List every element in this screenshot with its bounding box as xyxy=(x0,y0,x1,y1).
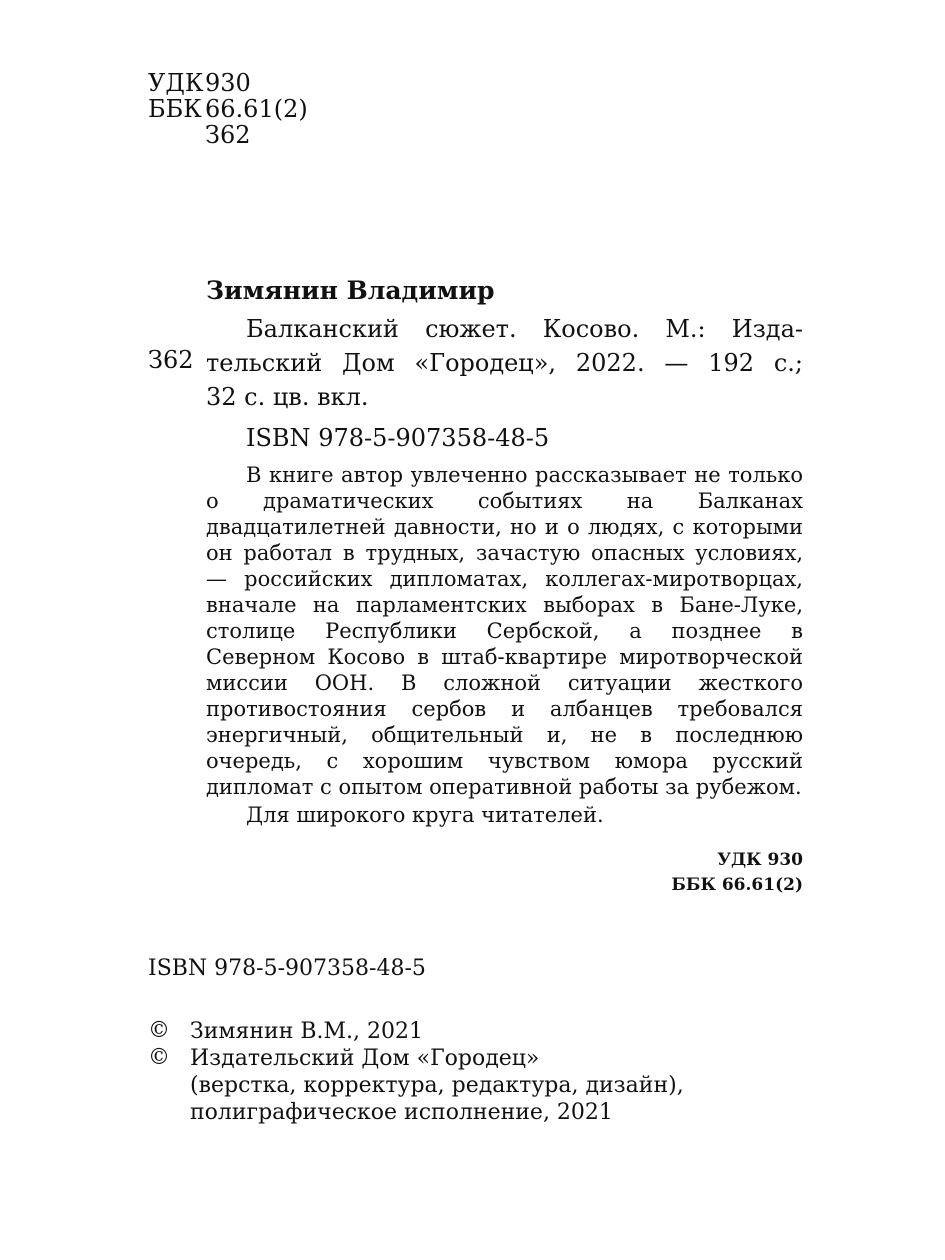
bbk-index: ББК 66.61(2) xyxy=(671,875,803,895)
bib-line-2: тельский Дом «Городец», 2022. — 192 с.; xyxy=(206,349,803,377)
isbn-main: ISBN 978-5-907358-48-5 xyxy=(246,424,550,452)
annotation-text: В книге автор увлеченно рассказывает не только о драматических событиях на Балканах двадцатилетней давности, но и о людях, с которыми он работал в трудных, зачастую опасных условиях, — российских дипломатах, коллегах-миротворцах, вначале на парламентских выборах в Бане-Луке, столице Республики Сербской, а позднее в Северном Косово в штаб-квартире миротворческой миссии ООН. В сложной ситуации жесткого противостояния сербов и албанцев требовался энергичный, общительный и, не в последнюю очередь, с хорошим чувством юмора русский дипломат с опытом оперативной работы за рубежом. xyxy=(206,463,803,799)
copyright-printing: полиграфическое исполнение, 2021 xyxy=(190,1100,613,1125)
copyright-publisher: Издательский Дом «Городец» xyxy=(190,1046,540,1071)
annotation xyxy=(206,462,803,828)
copyright-symbol-2: © xyxy=(148,1045,170,1070)
bib-line-3: 32 с. цв. вкл. xyxy=(206,383,369,411)
bbk-value: 66.61(2) xyxy=(205,95,308,123)
udk-label: УДК xyxy=(148,69,204,97)
udk-index: УДК 930 xyxy=(717,850,803,870)
author-name: Зимянин Владимир xyxy=(206,276,495,305)
copyright-symbol-1: © xyxy=(148,1018,170,1043)
side-cutter: З62 xyxy=(148,346,194,374)
bib-line-1: Балканский сюжет. Косово. М.: Изда- xyxy=(246,315,803,343)
cutter-number: З62 xyxy=(205,121,251,149)
bbk-label: ББК xyxy=(148,95,202,123)
isbn-footer: ISBN 978-5-907358-48-5 xyxy=(148,956,426,981)
copyright-publisher-scope: (верстка, корректура, редактура, дизайн), xyxy=(190,1073,684,1098)
udk-value: 930 xyxy=(205,69,251,97)
audience-note: Для широкого круга читателей. xyxy=(246,803,604,827)
copyright-author: Зимянин В.М., 2021 xyxy=(190,1019,423,1044)
